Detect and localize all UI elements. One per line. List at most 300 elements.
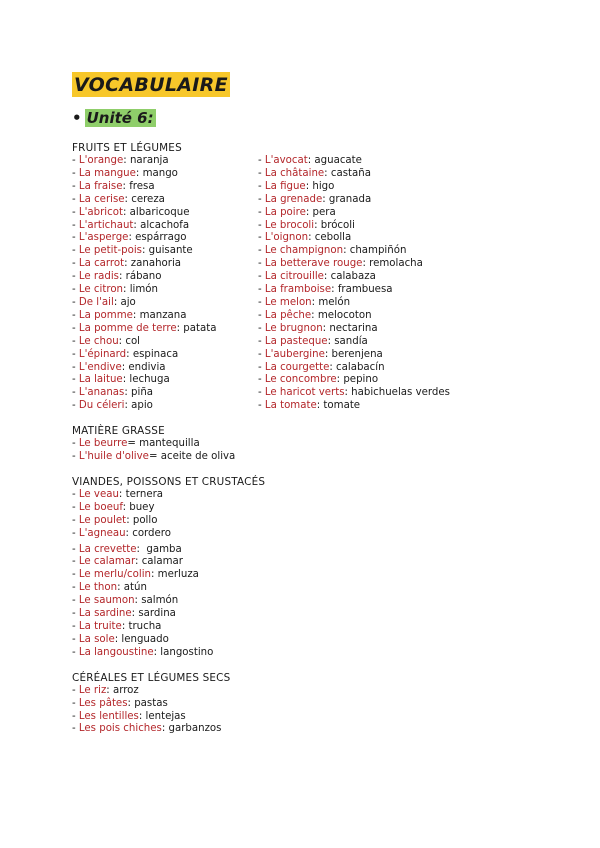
vocab-entry: [72, 647, 532, 660]
french-term: La framboise: [264, 284, 332, 296]
french-term: Le poulet: [78, 514, 127, 526]
entry-dash: -: [72, 569, 79, 581]
entry-separator: :: [113, 296, 121, 308]
vocab-entry: [258, 258, 532, 271]
entry-dash: -: [258, 387, 265, 399]
entry-dash: -: [258, 361, 265, 373]
spanish-translation: naranja: [129, 155, 169, 166]
entry-dash: -: [72, 723, 79, 735]
french-term: L'avocat: [264, 155, 308, 166]
entry-dash: -: [72, 582, 79, 594]
spanish-translation: champiñón: [349, 245, 407, 257]
spanish-translation: ajo: [120, 296, 136, 308]
entry-separator: :: [124, 387, 132, 399]
spanish-translation: melón: [318, 296, 351, 308]
entry-separator: :: [362, 258, 370, 270]
entry-separator: :: [118, 271, 126, 283]
entry-dash: -: [72, 400, 79, 412]
vocab-entry: [72, 349, 258, 362]
entry-dash: -: [72, 271, 79, 283]
section-fruits: [72, 142, 532, 413]
entry-dash: -: [72, 710, 79, 722]
vocab-entry: [72, 515, 532, 528]
vocab-entry: [258, 271, 532, 284]
entry-separator: :: [122, 206, 130, 218]
vocab-entry: [72, 451, 532, 464]
entry-separator: :: [142, 245, 149, 257]
entry-separator: :: [327, 335, 335, 347]
vocab-entry: [258, 284, 532, 297]
vocab-entry: [258, 374, 532, 387]
entry-dash: -: [258, 219, 265, 231]
fat-list: [72, 438, 532, 464]
entry-dash: -: [258, 180, 265, 192]
french-term: L'épinard: [78, 348, 127, 360]
entry-dash: -: [72, 335, 79, 347]
entry-separator: :: [311, 296, 319, 308]
entry-separator: :: [122, 501, 130, 513]
spanish-translation: cordero: [132, 527, 171, 539]
vocab-entry: [72, 387, 258, 400]
entry-separator: :: [135, 556, 142, 568]
french-term: La citrouille: [264, 271, 324, 283]
entry-dash: -: [72, 206, 79, 218]
entry-separator: :: [118, 488, 126, 500]
french-term: L'oignon: [264, 232, 309, 244]
french-term: La figue: [264, 180, 306, 192]
entry-separator: :: [322, 322, 330, 334]
entry-separator: :: [322, 193, 329, 205]
entry-dash: -: [72, 245, 79, 257]
entry-dash: -: [72, 697, 79, 709]
entry-dash: -: [258, 167, 265, 179]
french-term: Le radis: [78, 271, 119, 283]
entry-separator: :: [122, 374, 130, 386]
entry-dash: -: [72, 451, 79, 463]
entry-dash: -: [258, 309, 265, 321]
entry-dash: -: [72, 374, 79, 386]
spanish-translation: aguacate: [314, 155, 362, 166]
entry-separator: :: [114, 633, 122, 645]
spanish-translation: espinaca: [132, 348, 179, 360]
french-term: La fraise: [78, 180, 123, 192]
vocab-entry: [72, 502, 532, 515]
vocab-entry: [72, 400, 258, 413]
entry-separator: :: [135, 167, 143, 179]
document-page: [72, 72, 532, 736]
spanish-translation: endivia: [128, 361, 166, 373]
vocab-entry: [72, 181, 258, 194]
entry-separator: :: [324, 167, 331, 179]
section-meat: [72, 476, 532, 660]
vocab-entry: [72, 723, 532, 736]
entry-separator: :: [131, 608, 139, 620]
spanish-translation: castaña: [330, 167, 371, 179]
spanish-translation: berenjena: [331, 348, 383, 360]
entry-dash: -: [72, 621, 79, 632]
french-term: La tomate: [264, 400, 317, 412]
section-cereals: [72, 672, 532, 737]
spanish-translation: manzana: [139, 309, 187, 321]
entry-dash: -: [72, 322, 79, 334]
entry-separator: :: [323, 271, 331, 283]
fruits-left-column: [72, 155, 258, 413]
vocab-entry: [72, 556, 532, 569]
entry-separator: :: [314, 219, 321, 231]
section-title-cereals: CÉRÉALES ET LÉGUMES SECS: [72, 671, 231, 684]
entry-separator: :: [324, 348, 332, 360]
entry-dash: -: [258, 206, 265, 218]
french-term: L'artichaut: [78, 219, 134, 231]
entry-separator: :: [307, 155, 315, 166]
spanish-translation: atún: [123, 582, 147, 594]
vocab-entry: [258, 194, 532, 207]
vocab-entry: [72, 362, 258, 375]
vocab-entry: [72, 438, 532, 451]
spanish-translation: pera: [312, 206, 336, 218]
entry-separator: :: [176, 322, 184, 334]
entry-dash: -: [258, 374, 265, 386]
spanish-translation: salmón: [141, 595, 179, 607]
entry-dash: -: [72, 608, 79, 620]
french-term: La carrot: [78, 258, 125, 270]
entry-separator: :: [121, 621, 129, 632]
french-term: Le merlu/colin: [78, 569, 151, 581]
spanish-translation: sardina: [138, 608, 176, 620]
spanish-translation: granada: [328, 193, 372, 205]
vocab-entry: [72, 258, 258, 271]
spanish-translation: lentejas: [145, 710, 186, 722]
french-term: La pomme: [78, 309, 133, 321]
entry-dash: -: [72, 361, 79, 373]
vocab-entry: [258, 155, 532, 168]
french-term: Le brugnon: [264, 322, 323, 334]
spanish-translation: ternera: [125, 488, 164, 500]
french-term: Le beurre: [78, 438, 128, 450]
entry-separator: :: [127, 697, 135, 709]
entry-separator: :: [305, 206, 313, 218]
spanish-translation: langostino: [160, 646, 214, 658]
entry-dash: -: [72, 438, 79, 450]
entry-separator: :: [123, 155, 130, 166]
french-term: L'asperge: [78, 232, 129, 244]
spanish-translation: rábano: [125, 271, 162, 283]
spanish-translation: higo: [312, 180, 335, 192]
french-term: L'aubergine: [264, 348, 325, 360]
section-title-fruits: FRUITS ET LÉGUMES: [72, 142, 182, 154]
vocab-entry: [72, 336, 258, 349]
french-term: Le haricot verts: [264, 387, 345, 399]
entry-separator: :: [124, 400, 132, 412]
vocab-entry: [258, 245, 532, 258]
french-term: La sole: [78, 633, 115, 645]
vocab-entry: [258, 220, 532, 233]
entry-dash: -: [258, 271, 265, 283]
entry-separator: :: [343, 245, 350, 257]
french-term: La betterave rouge: [264, 258, 363, 270]
french-term: Le calamar: [78, 556, 136, 568]
vocab-entry: [72, 220, 258, 233]
french-term: L'endive: [78, 361, 122, 373]
unit-label: Unité 6:: [86, 109, 154, 127]
vocab-entry: [72, 544, 532, 557]
spanish-translation: frambuesa: [337, 284, 393, 296]
french-term: La laitue: [78, 374, 123, 386]
entry-dash: -: [258, 322, 265, 334]
unit-heading: [72, 108, 532, 128]
entry-separator: :: [125, 527, 133, 539]
entry-dash: -: [258, 193, 265, 205]
spanish-translation: habichuelas verdes: [351, 387, 450, 399]
french-term: L'agneau: [78, 527, 126, 539]
entry-dash: -: [72, 219, 79, 231]
vocab-entry: [258, 336, 532, 349]
entry-separator: :: [121, 361, 129, 373]
spanish-translation: pepino: [343, 374, 379, 386]
spanish-translation: arroz: [112, 684, 139, 696]
entry-separator: :: [124, 258, 131, 270]
french-term: L'huile d'olive: [78, 451, 149, 463]
entry-separator: :: [153, 646, 161, 658]
entry-dash: -: [72, 543, 79, 555]
entry-separator: :: [126, 348, 133, 360]
entry-separator: =: [148, 451, 161, 463]
entry-separator: :: [316, 400, 324, 412]
spanish-translation: calamar: [141, 556, 183, 568]
spanish-translation: cebolla: [314, 232, 352, 244]
entry-dash: -: [72, 684, 79, 696]
spanish-translation: lechuga: [129, 374, 170, 386]
spanish-translation: cereza: [131, 193, 165, 205]
french-term: De l'ail: [78, 296, 114, 308]
vocab-entry: [72, 155, 258, 168]
entry-separator: :: [123, 284, 130, 296]
french-term: Le riz: [78, 684, 107, 696]
french-term: La pomme de terre: [78, 322, 177, 334]
section-title-fat: MATIÈRE GRASSE: [72, 425, 165, 438]
entry-dash: -: [258, 335, 265, 347]
french-term: L'orange: [78, 155, 124, 166]
entry-separator: =: [127, 438, 140, 450]
spanish-translation: merluza: [157, 569, 199, 581]
vocab-entry: [72, 374, 258, 387]
spanish-translation: limón: [129, 284, 158, 296]
spanish-translation: espárrago: [135, 232, 187, 244]
entry-dash: -: [72, 387, 79, 399]
spanish-translation: col: [125, 335, 141, 347]
spanish-translation: alcachofa: [140, 219, 190, 231]
entry-dash: -: [72, 155, 79, 166]
fruits-right-column: [258, 155, 532, 413]
spanish-translation: guisante: [148, 245, 193, 257]
french-term: La grenade: [264, 193, 323, 205]
french-term: La pasteque: [264, 335, 328, 347]
french-term: La courgette: [264, 361, 330, 373]
seafood-list: [72, 544, 532, 660]
entry-dash: -: [258, 400, 265, 412]
entry-separator: :: [134, 595, 142, 607]
spanish-translation: nectarina: [329, 322, 378, 334]
spanish-translation: melocoton: [317, 309, 372, 321]
vocab-entry: [72, 194, 258, 207]
spanish-translation: pastas: [134, 697, 168, 709]
french-term: La mangue: [78, 167, 136, 179]
vocab-entry: [258, 310, 532, 323]
vocab-entry: [72, 168, 258, 181]
spanish-translation: remolacha: [369, 258, 423, 270]
vocab-entry: [258, 387, 532, 400]
entry-separator: :: [138, 710, 146, 722]
french-term: Les lentilles: [78, 710, 139, 722]
entry-dash: -: [258, 296, 265, 308]
french-term: La crevette: [78, 543, 137, 555]
french-term: Les pois chiches: [78, 723, 162, 735]
entry-separator: :: [136, 543, 147, 555]
entry-separator: :: [106, 684, 113, 696]
french-term: Le champignon: [264, 245, 344, 257]
vocab-entry: [258, 297, 532, 310]
entry-separator: :: [128, 232, 136, 244]
entry-separator: :: [344, 387, 352, 399]
section-title-meat: VIANDES, POISSONS ET CRUSTACÉS: [72, 475, 266, 488]
entry-dash: -: [72, 284, 79, 296]
meat-list: [72, 489, 532, 541]
entry-dash: -: [72, 232, 79, 244]
vocab-entry: [72, 207, 258, 220]
entry-dash: -: [258, 348, 265, 360]
entry-dash: -: [72, 167, 79, 179]
spanish-translation: albaricoque: [129, 206, 190, 218]
vocab-entry: [72, 621, 532, 634]
entry-separator: :: [336, 374, 344, 386]
vocab-entry: [72, 595, 532, 608]
spanish-translation: calabacín: [336, 361, 385, 373]
french-term: L'ananas: [78, 387, 125, 399]
french-term: Le saumon: [78, 595, 135, 607]
spanish-translation: piña: [131, 387, 154, 399]
entry-separator: :: [311, 309, 318, 321]
fruits-columns: [72, 155, 532, 413]
vocab-entry: [72, 582, 532, 595]
entry-separator: :: [329, 361, 337, 373]
french-term: Le brocoli: [264, 219, 315, 231]
entry-dash: -: [258, 155, 265, 166]
french-term: L'abricot: [78, 206, 123, 218]
entry-separator: :: [133, 219, 141, 231]
spanish-translation: aceite de oliva: [160, 451, 236, 463]
spanish-translation: fresa: [129, 180, 155, 192]
entry-dash: -: [72, 646, 79, 658]
entry-dash: -: [72, 556, 79, 568]
french-term: Le citron: [78, 284, 124, 296]
entry-separator: :: [132, 309, 140, 321]
spanish-translation: calabaza: [330, 271, 376, 283]
vocab-entry: [258, 181, 532, 194]
section-fat: [72, 425, 532, 464]
vocab-entry: [258, 207, 532, 220]
vocab-entry: [72, 634, 532, 647]
entry-separator: :: [161, 723, 169, 735]
vocab-entry: [258, 349, 532, 362]
spanish-translation: mango: [142, 167, 178, 179]
cereals-list: [72, 685, 532, 737]
french-term: Le petit-pois: [78, 245, 142, 257]
french-term: Du céleri: [78, 400, 125, 412]
spanish-translation: tomate: [323, 400, 361, 412]
french-term: La pêche: [264, 309, 312, 321]
entry-dash: -: [72, 348, 79, 360]
entry-dash: -: [72, 514, 79, 526]
french-term: La châtaine: [264, 167, 325, 179]
vocab-entry: [72, 698, 532, 711]
vocab-entry: [258, 232, 532, 245]
vocab-entry: [72, 528, 532, 541]
spanish-translation: apio: [131, 400, 153, 412]
vocab-entry: [72, 297, 258, 310]
spanish-translation: mantequilla: [139, 438, 200, 450]
spanish-translation: buey: [129, 501, 155, 513]
vocab-entry: [72, 711, 532, 724]
vocab-entry: [72, 284, 258, 297]
entry-dash: -: [72, 595, 79, 607]
vocab-entry: [258, 168, 532, 181]
french-term: Le boeuf: [78, 501, 123, 513]
entry-dash: -: [72, 309, 79, 321]
french-term: La poire: [264, 206, 306, 218]
french-term: La sardine: [78, 608, 132, 620]
spanish-translation: gamba: [146, 543, 182, 555]
entry-dash: -: [72, 527, 79, 539]
entry-dash: -: [72, 488, 79, 500]
vocab-entry: [72, 323, 258, 336]
vocab-entry: [72, 685, 532, 698]
entry-separator: :: [118, 335, 126, 347]
entry-dash: -: [258, 232, 265, 244]
entry-dash: -: [258, 258, 265, 270]
french-term: Le chou: [78, 335, 119, 347]
page-title: VOCABULAIRE: [74, 74, 228, 96]
entry-separator: :: [150, 569, 158, 581]
entry-dash: -: [72, 193, 79, 205]
entry-dash: -: [72, 180, 79, 192]
entry-dash: -: [72, 296, 79, 308]
french-term: La cerise: [78, 193, 125, 205]
vocab-entry: [72, 608, 532, 621]
entry-separator: :: [331, 284, 338, 296]
french-term: La truite: [78, 621, 122, 632]
vocab-entry: [258, 362, 532, 375]
vocab-entry: [72, 310, 258, 323]
french-term: Le concombre: [264, 374, 337, 386]
spanish-translation: lenguado: [121, 633, 169, 645]
vocab-entry: [258, 323, 532, 336]
entry-separator: :: [308, 232, 315, 244]
entry-separator: :: [124, 193, 132, 205]
french-term: Le melon: [264, 296, 312, 308]
entry-separator: :: [305, 180, 313, 192]
entry-separator: :: [122, 180, 130, 192]
vocab-entry: [258, 400, 532, 413]
spanish-translation: patata: [183, 322, 217, 334]
entry-dash: -: [72, 501, 79, 513]
vocab-entry: [72, 271, 258, 284]
entry-dash: -: [258, 245, 265, 257]
french-term: La langoustine: [78, 646, 154, 658]
vocab-entry: [72, 569, 532, 582]
vocab-entry: [72, 245, 258, 258]
entry-dash: -: [72, 258, 79, 270]
spanish-translation: brócoli: [320, 219, 355, 231]
